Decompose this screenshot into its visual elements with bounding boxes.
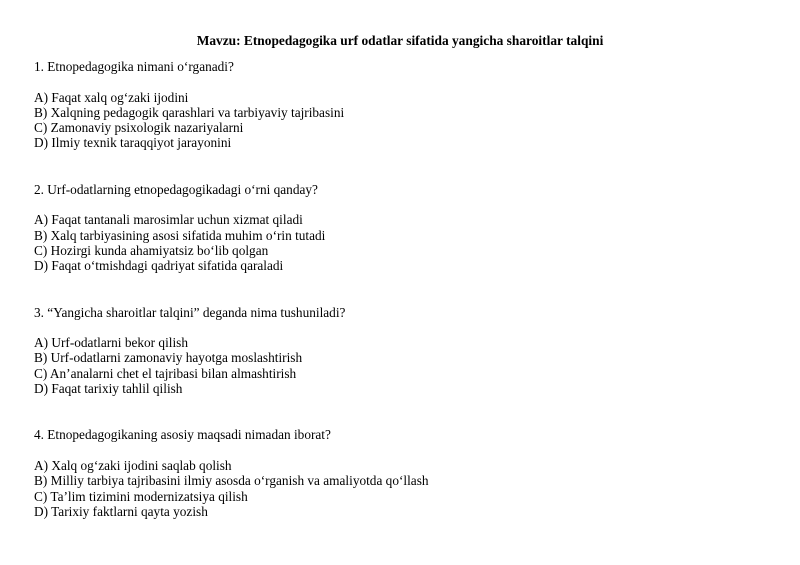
answer-options xyxy=(34,212,774,273)
answer-option-c: C) An’analarni chet el tajribasi bilan almashtirish xyxy=(34,365,297,381)
question-text: 1. Etnopedagogika nimani o‘rganadi? xyxy=(34,59,234,74)
question-list xyxy=(34,59,774,519)
answer-options xyxy=(34,335,774,396)
question-text: 3. “Yangicha sharoitlar talqini” deganda nima tushuniladi? xyxy=(34,304,346,320)
answer-option-a: A) Urf-odatlarni bekor qilish xyxy=(34,335,188,351)
question-text: 4. Etnopedagogikaning asosiy maqsadi nimadan iborat? xyxy=(34,427,331,443)
answer-option-b: B) Urf-odatlarni zamonaviy hayotga moslashtirish xyxy=(34,350,303,366)
answer-option-a: A) Faqat xalq og‘zaki ijodini xyxy=(34,89,189,105)
answer-option-b: B) Xalq tarbiyasining asosi sifatida muhim o‘rin tutadi xyxy=(34,227,326,243)
answer-options xyxy=(34,90,774,151)
question-1 xyxy=(34,59,774,151)
answer-option-d: D) Ilmiy texnik taraqqiyot jarayonini xyxy=(34,135,232,151)
question-3 xyxy=(34,305,774,397)
answer-option-a: A) Faqat tantanali marosimlar uchun xizmat qiladi xyxy=(34,212,303,228)
question-text: 2. Urf-odatlarning etnopedagogikadagi o‘rni qanday? xyxy=(34,181,318,197)
answer-option-d: D) Tarixiy faktlarni qayta yozish xyxy=(34,503,208,519)
answer-option-c: C) Ta’lim tizimini modernizatsiya qilish xyxy=(34,488,248,504)
document-title: Mavzu: Etnopedagogika urf odatlar sifatida yangicha sharoitlar talqini xyxy=(196,33,604,48)
answer-option-b: B) Milliy tarbiya tajribasini ilmiy asosda o‘rganish va amaliyotda qo‘llash xyxy=(34,473,429,489)
answer-option-d: D) Faqat o‘tmishdagi qadriyat sifatida qaraladi xyxy=(34,258,284,274)
answer-options xyxy=(34,458,774,519)
answer-option-d: D) Faqat tarixiy tahlil qilish xyxy=(34,381,183,397)
question-4 xyxy=(34,427,774,519)
answer-option-b: B) Xalqning pedagogik qarashlari va tarbiyaviy tajribasini xyxy=(34,104,345,120)
answer-option-c: C) Zamonaviy psixologik nazariyalarni xyxy=(34,120,244,136)
answer-option-a: A) Xalq og‘zaki ijodini saqlab qolish xyxy=(34,457,232,473)
question-2 xyxy=(34,182,774,274)
answer-option-c: C) Hozirgi kunda ahamiyatsiz bo‘lib qolgan xyxy=(34,242,269,258)
